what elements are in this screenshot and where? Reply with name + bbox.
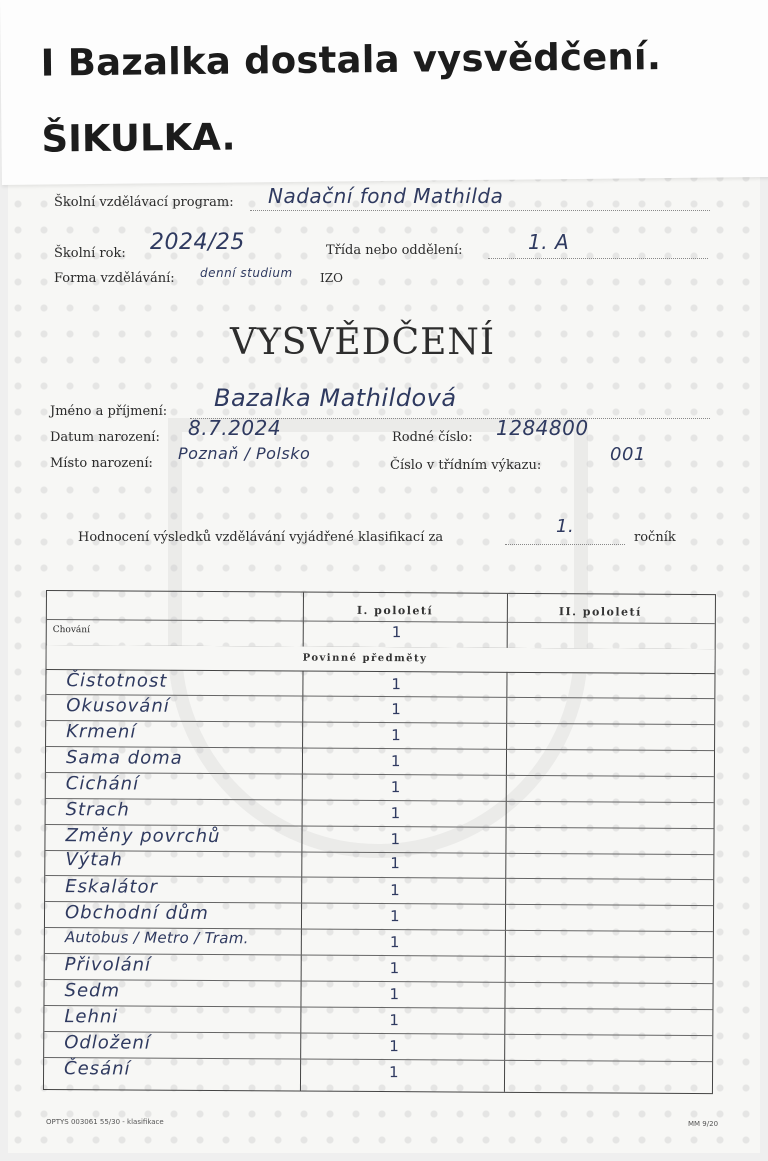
birthplace-label: Místo narození: <box>50 456 153 471</box>
list-item: Krmení <box>66 721 137 743</box>
table-row-line <box>44 1057 712 1062</box>
birth-number-label: Rodné číslo: <box>392 430 473 445</box>
subject-grade: 1 <box>389 1037 399 1056</box>
list-item: Sedm <box>64 980 121 1002</box>
document-title: VYSVĚDČENÍ <box>230 322 496 363</box>
subject-grade: 1 <box>391 726 401 745</box>
evaluation-grade-year: 1. <box>556 516 575 537</box>
register-number-value: 001 <box>610 444 646 465</box>
class-line <box>488 258 708 259</box>
subject-grade: 1 <box>389 1063 399 1082</box>
table-row-line <box>45 979 713 984</box>
subject-grade: 1 <box>389 959 400 978</box>
caption-overlay <box>0 0 768 185</box>
subject-grade: 1 <box>390 881 400 900</box>
form-value: denní studium <box>200 266 293 280</box>
subject-grade: 1 <box>390 752 401 771</box>
name-value: Bazalka Mathildová <box>214 384 457 412</box>
list-item: Přivolání <box>64 954 152 976</box>
grades-table <box>43 590 716 1094</box>
form-label: Forma vzdělávání: <box>54 271 175 286</box>
behaviour-grade: 1 <box>391 623 402 642</box>
class-value: 1. A <box>528 230 570 254</box>
subject-grade: 1 <box>390 804 401 823</box>
table-row-line <box>47 619 715 624</box>
list-item: Cichání <box>65 773 140 795</box>
table-row-line <box>44 1005 712 1010</box>
caption-line-2: ŠIKULKA. <box>41 115 236 161</box>
behaviour-label: Chování <box>52 625 91 636</box>
birth-number-value: 1284800 <box>496 416 589 440</box>
subject-grade: 1 <box>390 854 400 873</box>
program-line <box>250 210 710 211</box>
list-item: Česání <box>64 1058 131 1080</box>
subject-grade: 1 <box>389 933 400 952</box>
footer-version: MM 9/20 <box>688 1120 719 1128</box>
year-value: 2024/25 <box>150 230 245 255</box>
list-item: Sama doma <box>65 747 183 769</box>
col-header-second-half: II. pololetí <box>558 605 642 619</box>
year-label: Školní rok: <box>54 246 126 261</box>
birthplace-value: Poznaň / Polsko <box>178 444 311 463</box>
list-item: Odložení <box>64 1032 151 1054</box>
program-value: Nadační fond Mathilda <box>268 184 504 208</box>
class-label: Třída nebo oddělení: <box>326 243 463 258</box>
list-item: Čistotnost <box>66 670 168 692</box>
program-label: Školní vzdělávací program: <box>54 195 234 210</box>
list-item: Obchodní dům <box>64 902 209 925</box>
evaluation-line <box>505 544 625 545</box>
evaluation-suffix: ročník <box>634 530 676 545</box>
izo-label: IZO <box>320 271 343 285</box>
table-row-line <box>46 798 714 803</box>
dob-label: Datum narození: <box>50 430 160 445</box>
subject-grade: 1 <box>389 907 400 926</box>
list-item: Eskalátor <box>65 876 158 898</box>
list-item: Strach <box>65 799 130 821</box>
list-item: Autobus / Metro / Tram. <box>64 928 249 948</box>
col-header-first-half: I. pololetí <box>356 603 434 618</box>
evaluation-text: Hodnocení výsledků vzdělávání vyjádřené klasifikací za <box>78 530 444 545</box>
table-row-line <box>45 850 713 855</box>
list-item: Výtah <box>65 849 123 871</box>
list-item: Okusování <box>66 695 170 717</box>
table-row-line <box>46 772 714 777</box>
subject-grade: 1 <box>389 985 400 1004</box>
list-item: Lehni <box>64 1006 119 1028</box>
table-row-line <box>46 720 714 725</box>
caption-line-1: I Bazalka dostala vysvědčení. <box>40 35 662 85</box>
dob-value: 8.7.2024 <box>188 416 282 440</box>
subject-grade: 1 <box>390 778 401 797</box>
subject-grade: 1 <box>391 675 402 694</box>
subject-grade: 1 <box>389 1011 399 1030</box>
list-item: Změny povrchů <box>65 825 221 848</box>
register-number-label: Číslo v třídním výkazu: <box>390 458 542 473</box>
name-label: Jméno a příjmení: <box>50 404 168 419</box>
subject-grade: 1 <box>390 830 401 849</box>
footer-form-code: OPTYS 003061 55/30 - klasifikace <box>46 1118 164 1126</box>
section-header: Povinné předměty <box>302 652 428 665</box>
subject-grade: 1 <box>391 700 401 719</box>
